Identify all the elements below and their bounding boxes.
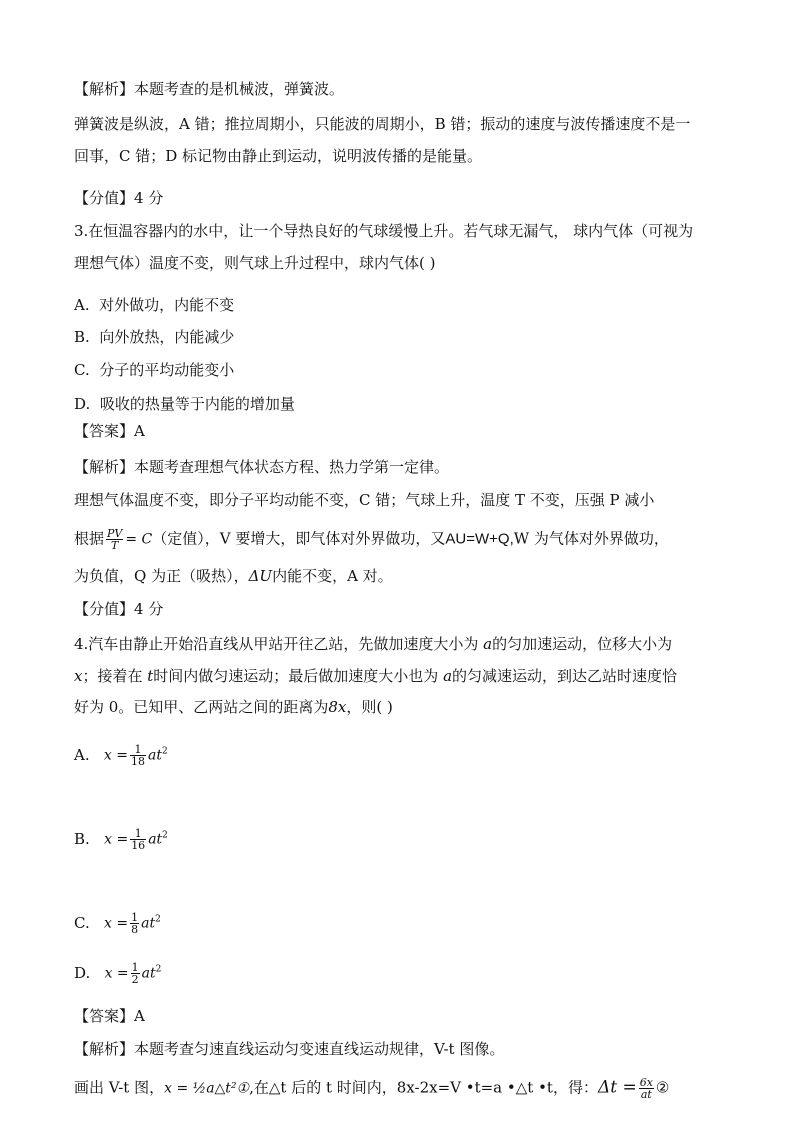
analysis-line [74, 1039, 504, 1059]
explanation-line: 弹簧波是纵波，A 错；推拉周期小，只能波的周期小，B 错；振动的速度与波传播速度不是一 [74, 115, 691, 133]
option-b [74, 327, 234, 347]
answer-value: A [134, 422, 145, 440]
option-letter: C. [74, 361, 90, 379]
explanation-line: 根据 $\frac{PV}{T}$ = C（定值），V 要增大，即气体对外界做功，又AU=W+Q,W 为气体对外界做功， [74, 527, 669, 552]
formula-displacement: x = ½a△t²① [164, 1080, 250, 1097]
option-letter: C. [74, 913, 90, 932]
option-a [74, 295, 234, 315]
score-tag: 【分值】 [74, 600, 135, 618]
question-stem: 好为 0。已知甲、乙两站之间的距离为8x，则( ) [74, 698, 393, 716]
question-stem: 理想气体）温度不变，则气球上升过程中，球内气体( ) [74, 254, 436, 272]
option-letter: B. [74, 829, 90, 848]
explanation-line: 画出 V-t 图，x = ½a△t²①,在△t 后的 t 时间内，8x-2x=V •t=a •△t •t，得：Δt = $\frac{6x}{at}$ ② [74, 1076, 670, 1101]
option-letter: A. [74, 296, 90, 314]
score-tag: 【分值】 [74, 189, 135, 207]
question-stem: 4.汽车由静止开始沿直线从甲站开往乙站，先做加速度大小为 a的匀加速运动，位移大小为 [74, 635, 673, 653]
option-c [74, 360, 234, 380]
question-stem: x；接着在 t时间内做匀速运动；最后做加速度大小也为 a的匀减速运动，到达乙站时速度恰 [74, 667, 678, 685]
formula-pv-over-t: $\frac{PV}{T}$ [107, 527, 123, 552]
score-value: 4 分 [134, 189, 164, 207]
option-letter: A. [74, 745, 90, 764]
option-letter: D. [74, 963, 91, 982]
analysis-line [74, 79, 344, 99]
analysis-tag: 【解析】 [74, 1040, 135, 1058]
answer-line [74, 421, 145, 441]
option-a: A. x = $\frac{1}{18}$ $at^2$ [74, 743, 168, 768]
fraction: $\frac{6x}{at}$ [639, 1076, 653, 1101]
option-d [74, 394, 295, 414]
option-d: D. x = $\frac{1}{2}$ $at^2$ [74, 961, 162, 986]
option-text: 吸收的热量等于内能的增加量 [99, 395, 295, 413]
option-letter: B. [74, 328, 90, 346]
fraction: $\frac{1}{16}$ [131, 827, 146, 852]
answer-line [74, 1006, 145, 1026]
fraction: $\frac{1}{8}$ [131, 911, 139, 936]
analysis-tag: 【解析】 [74, 80, 135, 98]
explanation-line: 理想气体温度不变，即分子平均动能不变，C 错；气球上升，温度 T 不变，压强 P 减小 [74, 491, 655, 509]
option-text: 向外放热，内能减少 [99, 328, 235, 346]
analysis-tag: 【解析】 [74, 458, 135, 476]
score-value: 4 分 [134, 600, 164, 618]
score-line [74, 599, 163, 619]
answer-value: A [134, 1007, 145, 1025]
option-text: 分子的平均动能变小 [99, 361, 235, 379]
analysis-text: 本题考查匀速直线运动匀变速直线运动规律，V-t 图像。 [134, 1040, 505, 1058]
formula-first-law: AU=W+Q, [445, 530, 514, 548]
delta-u-symbol: ΔU [248, 567, 273, 585]
analysis-line [74, 457, 449, 477]
option-letter: D. [74, 395, 91, 413]
option-c: C. x = $\frac{1}{8}$ $at^2$ [74, 911, 161, 936]
fraction: $\frac{1}{18}$ [131, 743, 145, 768]
answer-tag: 【答案】 [74, 1007, 135, 1025]
question-stem: 3.在恒温容器内的水中，让一个导热良好的气球缓慢上升。若气球无漏气， 球内气体（可视为 [74, 222, 694, 240]
fraction: $\frac{1}{2}$ [131, 961, 139, 986]
option-b: B. x = $\frac{1}{16}$ $at^2$ [74, 827, 168, 852]
explanation-line: 为负值，Q 为正（吸热），ΔU内能不变，A 对。 [74, 567, 393, 585]
explanation-line: 回事，C 错；D 标记物由静止到运动，说明波传播的是能量。 [74, 147, 483, 165]
analysis-text: 本题考查理想气体状态方程、热力学第一定律。 [134, 458, 450, 476]
option-text: 对外做功，内能不变 [99, 296, 235, 314]
analysis-text: 本题考查的是机械波，弹簧波。 [134, 80, 345, 98]
answer-tag: 【答案】 [74, 422, 135, 440]
score-line [74, 188, 163, 208]
